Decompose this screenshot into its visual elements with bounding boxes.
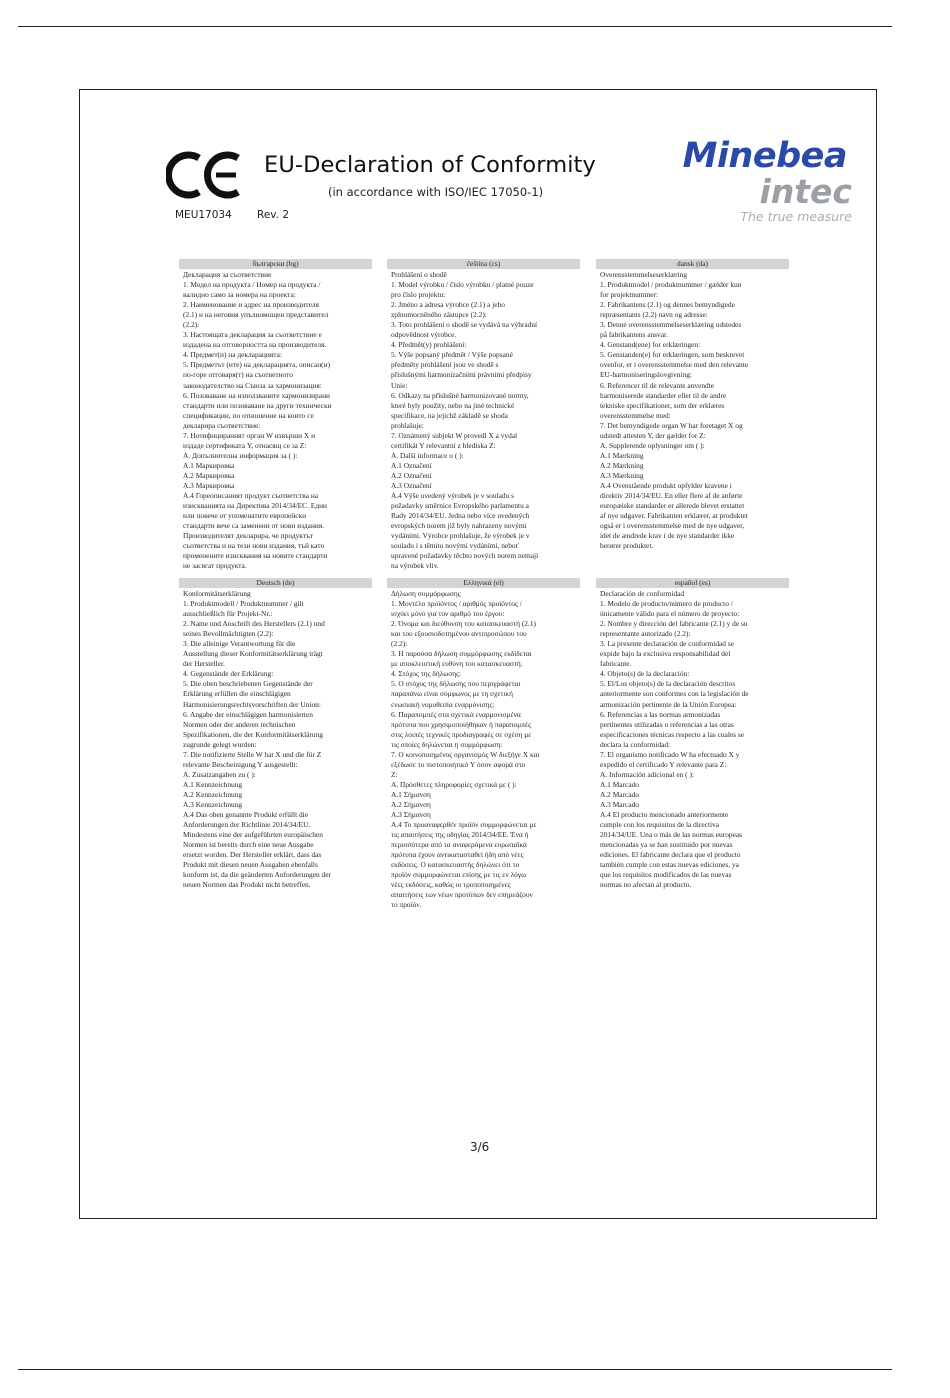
section-line: předměty prohlášení jsou ve shodě s [391, 360, 499, 370]
section-line: στις λοιπές τεχνικές προδιαγραφές σε σχέση με [391, 729, 532, 739]
section-line: εξέδωσε το πιστοποιητικό Y όσον αφορά στο [391, 759, 526, 769]
section-line: 7. Oznámený subjekt W provedl X a vydal [391, 430, 518, 440]
section-line: издадена на отговорността на производителя. [183, 340, 327, 350]
section-line: 4. Gegenstände der Erklärung: [183, 669, 274, 679]
section-line: Erklärung erfüllen die einschlägigen [183, 689, 291, 699]
section-line: A.2 Σήμανση [391, 799, 431, 809]
logo-minebea: Minebea [682, 136, 847, 176]
section-line: que los requisitos modificados de las nuevas [600, 870, 732, 880]
section-line: A.4 Το προαναφερθέν προϊόν συμμορφώνεται με [391, 820, 537, 830]
section-line: πρότυπα που χρησιμοποιήθηκαν ή παραπομπές [391, 719, 532, 729]
section-line: 6. Angabe der einschlägigen harmonisierten [183, 709, 313, 719]
section-line: Производителят декларира, че продуктът [183, 531, 314, 541]
section-line: A.4 El producto mencionado anteriormente [600, 810, 729, 820]
section-line: Z: [391, 769, 398, 779]
section-line: με αποκλειστική ευθύνη του κατασκευαστή. [391, 659, 523, 669]
section-line: Декларация за съответствие [183, 270, 272, 279]
section-line: zugrunde gelegt wurden: [183, 739, 257, 749]
section-line: по-горе отговаря(т) на съответното [183, 370, 293, 380]
section-es [600, 578, 788, 890]
section-line: A.1 Marcado [600, 779, 639, 789]
section-line: harmoniserede standarder eller til de andre [600, 390, 727, 400]
section-heading: español (es) [596, 578, 789, 588]
section-line: τις οποίες δηλώνεται η συμμόρφωση: [391, 739, 503, 749]
ce-mark-icon [166, 150, 242, 200]
section-line: 3. Настоящата декларация за съответствие е [183, 330, 322, 340]
section-line: 2014/34/UE. Una o más de las normas europeas [600, 830, 743, 840]
section-line: armonización pertinente de la Unión Europea: [600, 699, 737, 709]
section-line: A.1 Kennzeichnung [183, 779, 243, 789]
section-line: A.2 Marcado [600, 789, 639, 799]
section-line: Ausstellung dieser Konformitätserklärung trägt [183, 649, 323, 659]
section-line: evropských norem již byly nahrazeny novými [391, 521, 527, 531]
section-line: declara la conformidad: [600, 739, 671, 749]
section-line: 2. Όνομα και διεύθυνση του κατασκευαστή (2.1) [391, 619, 537, 629]
section-line: 3. Denne overensstemmelseserklæring udstedes [600, 320, 742, 330]
section-line: 2. Наименование и адрес на производителя [183, 300, 319, 310]
section-line: europæiske standarder er allerede blevet erstattet [600, 501, 745, 511]
section-heading: Deutsch (de) [179, 578, 372, 588]
section-line: fabricante. [600, 659, 632, 669]
section-line: стандарти или позоваване на други технически [183, 400, 332, 410]
section-line: specifikace, na jejichž základě se shoda [391, 410, 508, 420]
document-subtitle: (in accordance with ISO/IEC 17050-1) [328, 185, 544, 199]
section-line: expedido el certificado Y relevante para Z: [600, 759, 727, 769]
section-da [600, 259, 788, 551]
section-line: περισσότερα από τα αναφερόμενα ευρωπαϊκά [391, 840, 527, 850]
section-line: også er i overensstemmelse med de nye udgaver, [600, 521, 745, 531]
section-line: på fabrikantens ansvar. [600, 330, 668, 340]
section-line: стандарти вече са заменени от нови издания. [183, 521, 325, 531]
section-line: съответства и на тези нови издания, тъй като [183, 541, 325, 551]
section-line: 7. Нотифицираният орган W извърши X и [183, 430, 316, 440]
section-line: изискванията на Директива 2014/34/ЕС. Един [183, 501, 327, 511]
bottom-rule [18, 1369, 892, 1370]
section-line: законодателство на Съюза за хармонизация: [183, 380, 322, 390]
section-de [183, 578, 371, 890]
section-line: Normen ist bereits durch eine neue Ausgabe [183, 840, 314, 850]
section-line: 5. Genstanden(e) for erklæringen, som beskrevet [600, 350, 745, 360]
section-line: (2.2): [391, 639, 408, 649]
section-line: ovenfor, er i overensstemmelse med den relevante [600, 360, 749, 370]
section-line: A.3 Označení [391, 480, 432, 490]
document-number: MEU17034 [175, 209, 232, 221]
section-line: A.1 Σήμανση [391, 789, 431, 799]
section-line: το προϊόν. [391, 900, 422, 910]
section-line: anteriormente son conformes con la legislación de [600, 689, 749, 699]
section-line: спецификации, по отношение на които се [183, 410, 314, 420]
section-line: for projektnummer: [600, 290, 659, 300]
section-line: ediciones. El fabricante declara que el producto [600, 850, 741, 860]
section-line: Δήλωση συμμόρφωσης [391, 589, 461, 598]
section-line: 2. Name und Anschrift des Herstellers (2.1) und [183, 619, 325, 629]
section-line: 4. Предмет(и) на декларацията: [183, 350, 282, 360]
section-line: 7. Die notifizierte Stelle W hat X und die für Z [183, 749, 322, 759]
section-line: příslušnými harmonizačními právními předpisy [391, 370, 532, 380]
section-line: zplnomocněného zástupce (2.2): [391, 310, 487, 320]
section-line: εκδόσεις. Ο κατασκευαστής δηλώνει ότι το [391, 860, 520, 870]
section-line: 4. Objeto(s) de la declaración: [600, 669, 690, 679]
section-line: A.3 Marcado [600, 799, 639, 809]
section-line: A.4 Výše uvedený výrobek je v souladu s [391, 491, 515, 501]
section-line: 1. Produktmodell / Produktnummer / gilt [183, 599, 304, 609]
section-line: A.2 Маркировка [183, 470, 235, 480]
section-line: na výrobek vliv. [391, 561, 439, 571]
section-line: ausschließlich für Projekt-Nr.: [183, 609, 273, 619]
section-line: 3. La presente declaración de conformidad se [600, 639, 734, 649]
section-line: idet de ændrede krav i de nye standarder ikke [600, 531, 735, 541]
section-line: A.3 Kennzeichnung [183, 799, 243, 809]
section-line: 1. Model výrobku / číslo výrobku / platné pouze [391, 280, 534, 290]
section-line: Produkt mit diesen neuen Ausgaben ebenfalls [183, 860, 318, 870]
section-line: relevante Bescheinigung Y ausgestellt: [183, 759, 298, 769]
section-line: 1. Μοντέλο προϊόντος / αριθμός προϊόντος / [391, 599, 522, 609]
section-line: και του εξουσιοδοτημένου αντιπροσώπου του [391, 629, 527, 639]
section-line: A.3 Маркировка [183, 480, 235, 490]
section-line: neuen Normen das Produkt nicht betreffen. [183, 880, 311, 890]
section-line: A.4 Das oben genannte Produkt erfüllt die [183, 810, 308, 820]
section-line: certifikát Y relevantní z hlediska Z: [391, 440, 496, 450]
section-line: 2. Nombre y dirección del fabricante (2.1) y de su [600, 619, 748, 629]
section-line: prohlašuje: [391, 420, 424, 430]
section-line: издаде сертификата Y, отнасящ се за Z: [183, 440, 307, 450]
section-line: también cumple con estas nuevas ediciones, ya [600, 860, 739, 870]
section-cs [391, 259, 579, 571]
section-line: Declaración de conformidad [600, 589, 685, 598]
section-line: Normen oder der anderen technischen [183, 719, 296, 729]
section-line: mencionadas ya se han sustituido por nuevas [600, 840, 733, 850]
section-line: 7. El organismo notificado W ha efectuado X y [600, 749, 740, 759]
certificate-frame [79, 89, 877, 1219]
section-line: tekniske specifikationer, som der erklæres [600, 400, 725, 410]
section-line: 1. Модел на продукта / Номер на продукта / [183, 280, 321, 290]
section-line: Konformitätserklärung [183, 589, 251, 598]
section-line: A.2 Kennzeichnung [183, 789, 243, 799]
section-el [391, 578, 579, 911]
section-heading: Ελληνικά (el) [387, 578, 580, 588]
section-line: 2. Fabrikantens (2.1) og dennes bemyndigede [600, 300, 735, 310]
section-line: af nye udgaver. Fabrikanten erklærer, at produktet [600, 511, 748, 521]
section-line: 3. Toto prohlášení o shodě se vydává na výhradní [391, 320, 538, 330]
section-line: 1. Produktmodel / produktnummer / gælder kun [600, 280, 742, 290]
section-line: souladu i s těmito novými vydáními, neboť [391, 541, 519, 551]
section-line: ενωσιακή νομοθεσία εναρμόνισης: [391, 699, 495, 709]
section-line: udstedt attesten Y, der gælder for Z: [600, 430, 706, 440]
section-line: berører produktet. [600, 541, 654, 551]
section-line: der Hersteller. [183, 659, 225, 669]
section-line: 6. Позоваване на използваните хармонизирани [183, 390, 330, 400]
section-line: ισχύει μόνο για τον αριθμό του έργου: [391, 609, 505, 619]
section-line: pertinentes utilizadas o referencias a las otras [600, 719, 734, 729]
section-line: (2.1) и на неговия упълномощен представител [183, 310, 329, 320]
section-line: konform ist, da die geänderten Anforderungen der [183, 870, 331, 880]
section-line: A. Zusatzangaben zu ( ): [183, 769, 256, 779]
section-line: especificaciones técnicas respecto a las cuales se [600, 729, 745, 739]
section-line: или повече от упоменатите европейски [183, 511, 307, 521]
section-line: cumple con los requisitos de la directiva [600, 820, 720, 830]
section-line: πρότυπα έχουν αντικατασταθεί ήδη από νέες [391, 850, 524, 860]
section-heading: čeština (cs) [387, 259, 580, 269]
section-line: A. Supplerende oplysninger om ( ): [600, 440, 705, 450]
section-line: pro číslo projektu: [391, 290, 446, 300]
section-line: požadavky směrnice Evropského parlamentu a [391, 501, 529, 511]
section-line: normas no afectan al producto. [600, 880, 692, 890]
section-line: A. Допълнителна информация за ( ): [183, 450, 298, 460]
section-line: vydáními. Výrobce prohlašuje, že výrobek je v [391, 531, 530, 541]
section-line: 2. Jméno a adresa výrobce (2.1) a jeho [391, 300, 505, 310]
section-line: A.4 Гореописаният продукт съответства на [183, 491, 319, 501]
section-line: A.1 Маркировка [183, 460, 235, 470]
section-heading: dansk (da) [596, 259, 789, 269]
logo-intec: intec [759, 172, 852, 211]
section-line: representante autorizado (2.2): [600, 629, 691, 639]
section-line: únicamente válido para el número de proyecto: [600, 609, 740, 619]
section-line: A. Další informace o ( ): [391, 450, 464, 460]
section-line: EU-harmoniseringslovgivning: [600, 370, 692, 380]
section-line: 5. El/Los objeto(s) de la declaración descritos [600, 679, 736, 689]
section-line: A.4 Ovenstående produkt opfylder kravene i [600, 480, 732, 490]
section-line: (2.2): [183, 320, 200, 330]
section-line: A. Información adicional en ( ): [600, 769, 694, 779]
section-line: Anforderungen der Richtlinie 2014/34/EU. [183, 820, 311, 830]
section-line: παραπάνω είναι σύμφωνος με τη σχετική [391, 689, 514, 699]
section-line: 7. Det bemyndigede organ W har foretaget X og [600, 420, 743, 430]
section-line: A.1 Mærkning [600, 450, 644, 460]
section-line: 5. Výše popsaný předmět / Výše popsané [391, 350, 513, 360]
section-heading: български (bg) [179, 259, 372, 269]
section-line: Overensstemmelseserklæring [600, 270, 688, 279]
section-line: A. Πρόσθετες πληροφορίες σχετικά με ( ): [391, 779, 517, 789]
top-rule [18, 26, 892, 27]
section-line: απαιτήσεις των νέων προτύπων δεν επηρεάζουν [391, 890, 533, 900]
section-line: které byly použity, nebo na jiné technické [391, 400, 515, 410]
section-line: τις απαιτήσεις της οδηγίας 2014/34/ΕΕ. Ένα ή [391, 830, 529, 840]
section-line: A.1 Označení [391, 460, 432, 470]
section-line: Prohlášení o shodě [391, 270, 447, 279]
logo-tagline: The true measure [740, 209, 852, 224]
section-line: 5. Ο στόχος της δήλωσης που περιγράφεται [391, 679, 521, 689]
section-line: Mindestens eine der aufgeführten europäischen [183, 830, 323, 840]
section-line: 4. Στόχος της δήλωσης: [391, 669, 462, 679]
section-line: A.2 Mærkning [600, 460, 644, 470]
section-line: seines Bevollmächtigten (2.2): [183, 629, 274, 639]
section-line: 5. Предметът (ите) на декларацията, описан(и) [183, 360, 331, 370]
section-line: не засягат продукта. [183, 561, 247, 571]
section-line: 4. Předmět(y) prohlášení: [391, 340, 467, 350]
section-line: 1. Modelo de producto/número de producto / [600, 599, 733, 609]
section-line: expide bajo la exclusiva responsabilidad del [600, 649, 731, 659]
section-line: overensstemmelse med: [600, 410, 671, 420]
section-line: декларира съответствие: [183, 420, 261, 430]
page-number: 3/6 [470, 1140, 490, 1154]
section-line: 3. Η παρούσα δήλωση συμμόρφωσης εκδίδεται [391, 649, 532, 659]
section-line: 4. Genstand(ene) for erklæringen: [600, 340, 701, 350]
section-line: Rady 2014/34/EU. Jedna nebo více uvedených [391, 511, 530, 521]
section-line: A.3 Mærkning [600, 470, 644, 480]
section-line: Unie: [391, 380, 408, 390]
section-line: 6. Παραπομπές στα σχετικά εναρμονισμένα [391, 709, 521, 719]
section-line: A.2 Označení [391, 470, 432, 480]
section-line: 6. Referencias a las normas armonizadas [600, 709, 721, 719]
section-line: upravené požadavky těchto nových norem nemají [391, 551, 539, 561]
section-line: direktiv 2014/34/EU. En eller flere af de anførte [600, 491, 743, 501]
section-line: 6. Odkazy na příslušné harmonizované normy, [391, 390, 529, 400]
section-line: νέες εκδόσεις, καθώς οι τροποποιημένες [391, 880, 511, 890]
company-logo [622, 136, 862, 232]
section-line: валидно само за номера на проекта: [183, 290, 296, 300]
section-line: 7. Ο κοινοποιημένος οργανισμός W διεξήγε X και [391, 749, 540, 759]
section-line: repræsentants (2.2) navn og adresse: [600, 310, 708, 320]
section-line: A.3 Σήμανση [391, 810, 431, 820]
section-bg [183, 259, 371, 571]
section-line: 6. Referencer til de relevante anvendte [600, 380, 715, 390]
section-line: 3. Die alleinige Verantwortung für die [183, 639, 296, 649]
document-revision: Rev. 2 [257, 209, 290, 221]
section-line: ersetzt worden. Der Hersteller erklärt, dass das [183, 850, 322, 860]
section-line: odpovědnost výrobce. [391, 330, 457, 340]
section-line: 5. Die oben beschriebenen Gegenstände der [183, 679, 313, 689]
section-line: променените изисквания на новите стандарти [183, 551, 328, 561]
section-line: προϊόν συμμορφώνεται επίσης με τις εν λόγω [391, 870, 526, 880]
section-line: Spezifikationen, die der Konformitätserklärung [183, 729, 323, 739]
section-line: Harmonisierungsrechtsvorschriften der Union: [183, 699, 321, 709]
document-title: EU-Declaration of Conformity [264, 152, 596, 178]
